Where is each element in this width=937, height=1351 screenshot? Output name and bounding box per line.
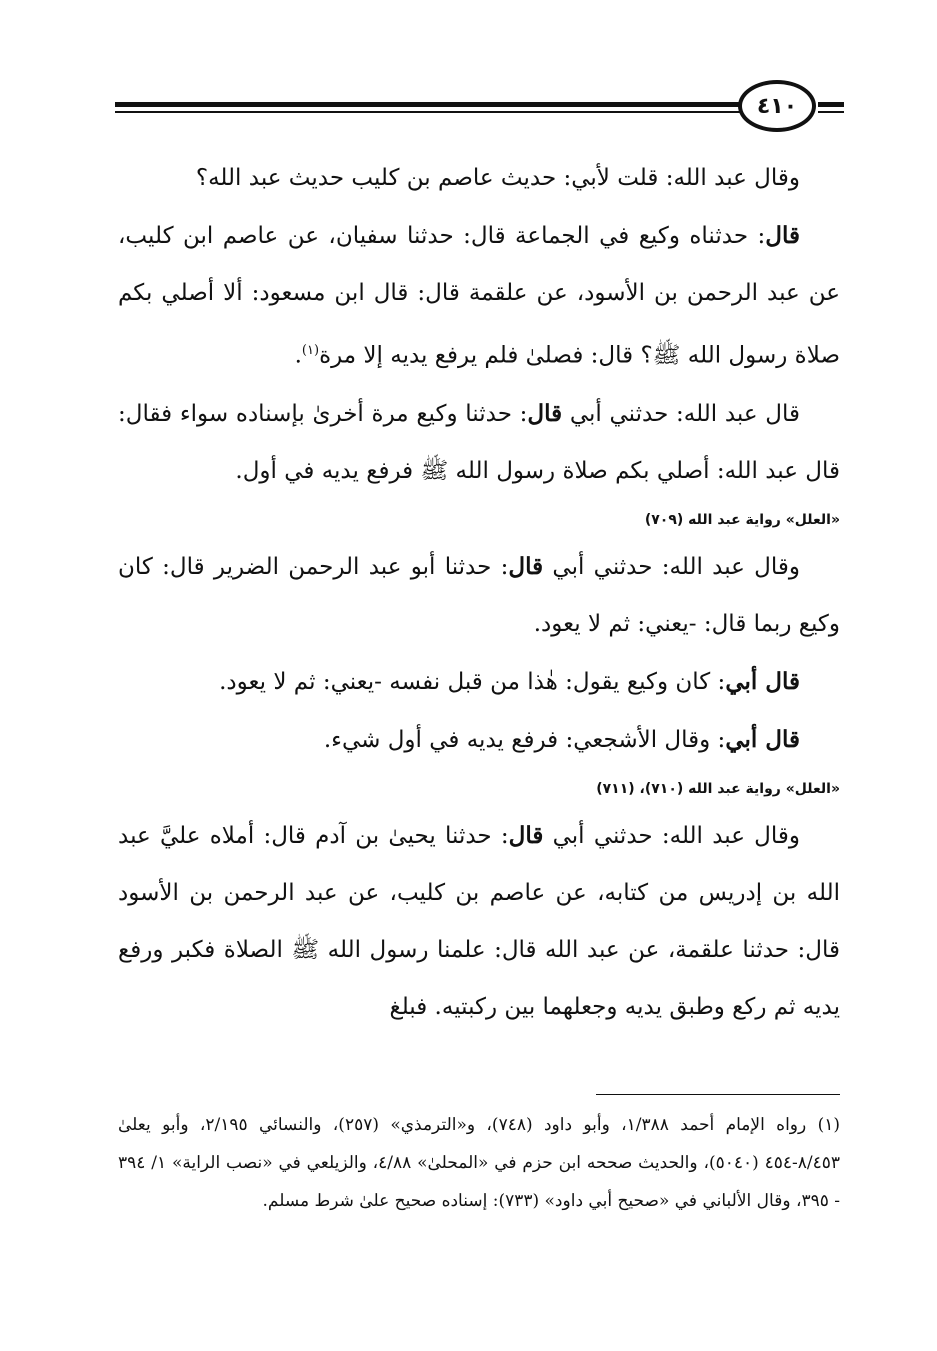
header-rule-thin — [115, 111, 760, 113]
paragraph-text: : حدثناه وكيع في الجماعة قال: حدثنا سفيان، عن عاصم ابن كليب، عن عبد الرحمن بن الأسود، عن علقمة قال: قال ابن مسعود: ألا أصلي بكم صلاة رسول الله ﷺ؟ قال: فصلىٰ فلم يرفع يديه إلا مرة — [118, 223, 840, 369]
paragraph-text: : كان وكيع يقول: هٰذا من قبل نفسه -يعني: ثم لا يعود. — [219, 668, 726, 695]
paragraph — [118, 385, 840, 500]
header-rule-thick — [115, 102, 760, 107]
footnote-separator — [596, 1094, 840, 1095]
paragraph-text: : وقال الأشجعي: فرفع يديه في أول شيء. — [323, 726, 726, 753]
page-number: ٤١٠ — [738, 80, 816, 132]
paragraph — [118, 807, 840, 1036]
footnotes — [118, 1106, 840, 1220]
speaker-label: قال أبي — [725, 667, 800, 695]
source-reference: «العلل» رواية عبد الله (٧٠٩) — [644, 511, 840, 528]
header-rule-right-thick — [818, 102, 844, 107]
speaker-label: قال — [527, 399, 563, 427]
paragraph-text: وقال عبد الله: قلت لأبي: حديث عاصم بن كليب حديث عبد الله؟ — [195, 165, 800, 191]
paragraph-text: وقال عبد الله: حدثني أبي — [543, 822, 800, 849]
paragraph-text: : حدثنا أبو عبد الرحمن الضرير قال: كان وكيع ربما قال: -يعني: ثم لا يعود. — [118, 553, 840, 637]
main-text — [118, 150, 840, 1036]
paragraph-text: : حدثنا يحيىٰ بن آدم قال: أملاه عليَّ عبد الله بن إدريس من كتابه، عن عاصم بن كليب، عن عبد الرحمن بن الأسود قال: حدثنا علقمة، عن عبد الله قال: علمنا رسول الله ﷺ الصلاة فكبر ورفع يديه ثم ركع وطبق يديه وجعلهما بين ركبتيه. فبلغ — [118, 822, 840, 1020]
speaker-label: قال أبي — [725, 725, 800, 753]
paragraph-end: . — [294, 342, 302, 369]
speaker-label: قال — [765, 222, 800, 249]
paragraph — [118, 653, 840, 711]
speaker-label: قال — [508, 821, 544, 849]
paragraph — [118, 207, 840, 385]
paragraph — [118, 711, 840, 769]
paragraph-text: وقال عبد الله: حدثني أبي — [543, 553, 800, 580]
footnote-marker[interactable]: (١) — [301, 343, 320, 358]
speaker-label: قال — [508, 552, 544, 580]
paragraph-text: قال عبد الله: حدثني أبي — [562, 400, 800, 427]
paragraph-text: : حدثنا وكيع مرة أخرىٰ بإسناده سواء فقال: قال عبد الله: أصلي بكم صلاة رسول الله ﷺ فرفع يديه في أول. — [118, 400, 840, 484]
paragraph — [118, 538, 840, 653]
footnote-text: (١) رواه الإمام أحمد ١/٣٨٨، وأبو داود (٧٤٨)، و«الترمذي» (٢٥٧)، والنسائي ٢/١٩٥، وأبو يعلىٰ ٨/٤٥٣-٤٥٤ (٥٠٤٠)، والحديث صححه ابن حزم في «المحلىٰ» ٤/٨٨، والزيلعي في «نصب الراية» ١/ ٣٩٤ - ٣٩٥، وقال الألباني في «صحيح أبي داود» (٧٣٣): إسناده صحيح علىٰ شرط مسلم. — [118, 1115, 840, 1211]
header-rule-right-thin — [818, 111, 844, 113]
paragraph — [118, 150, 840, 207]
source-reference: «العلل» رواية عبد الله (٧١٠)، (٧١١) — [596, 780, 840, 797]
